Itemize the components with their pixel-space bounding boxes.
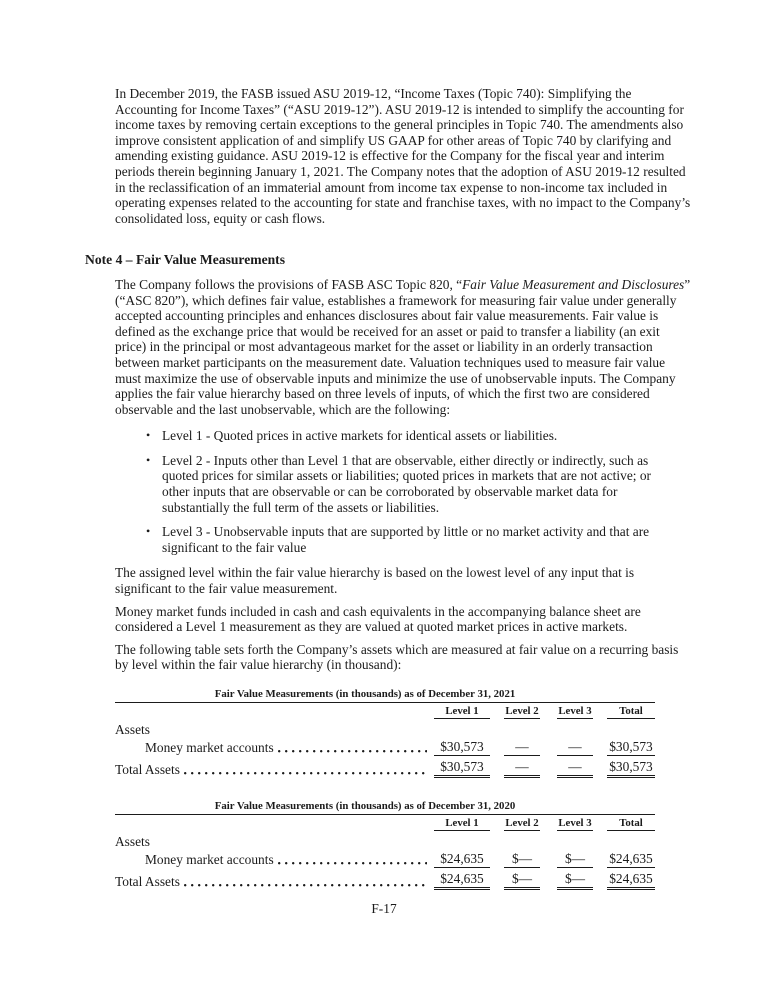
cell-level-2: $—	[504, 871, 540, 890]
row-label: Money market accounts	[145, 740, 274, 756]
dot-leader	[180, 874, 432, 890]
section-label: Assets	[115, 834, 150, 849]
table-row-money-market	[115, 851, 655, 868]
column-header-level-3: Level 3	[558, 705, 592, 717]
table-title-2021: Fair Value Measurements (in thousands) as of December 31, 2021	[214, 688, 516, 700]
table-title-rule	[115, 702, 655, 703]
table-row-total-assets	[115, 759, 655, 778]
row-label-cell	[115, 852, 432, 868]
cell-level-3: $—	[557, 851, 593, 868]
asc820-text-after: ” (“ASC 820”), which defines fair value, establishes a framework for measuring fair value under generally accepted accounting principles and enhances disclosures about fair value measurements. Fair value is defined as the exchange price that would be received for an asset or paid to transfer a liability (an exit price) in the principal or most advantageous market for the asset or liability in an orderly transaction between market participants on the measurement date. Valuation techniques used to measure fair value must maximize the use of observable inputs and minimize the use of unobservable inputs. The Company applies the fair value hierarchy based on three levels of inputs, of which the first two are considered observable and the last unobservable, which are the following:	[115, 276, 691, 417]
column-header-total: Total	[607, 705, 655, 719]
row-label: Total Assets	[115, 874, 180, 890]
cell-level-2: —	[504, 759, 540, 778]
cell-level-2: —	[504, 739, 540, 756]
cell-level-3: $—	[557, 871, 593, 890]
level-2-text: Level 2 - Inputs other than Level 1 that are observable, either directly or indirectly, such as quoted prices for similar assets or liabilities; quoted prices in markets that are not active; or other inputs that are observable or can be corroborated by observable market data for substantially the full term of the assets or liabilities.	[162, 452, 651, 515]
column-header-level-2: Level 2	[505, 817, 539, 829]
cell-level-3: —	[557, 759, 593, 778]
row-label-cell	[115, 740, 432, 756]
list-item-level-2	[145, 453, 680, 515]
cell-total: $24,635	[607, 871, 655, 890]
dot-leader	[274, 852, 432, 868]
cell-level-1: $30,573	[434, 739, 490, 756]
note4-heading: Note 4 – Fair Value Measurements	[85, 252, 285, 268]
row-label: Money market accounts	[145, 852, 274, 868]
table-header-row	[115, 817, 655, 831]
column-header-level-2: Level 2	[505, 705, 539, 717]
row-label-cell	[115, 874, 432, 890]
paragraph-following-table: The following table sets forth the Company’s assets which are measured at fair value on a recurring basis by level within the fair value hierarchy (in thousand):	[115, 641, 679, 673]
cell-total: $30,573	[607, 759, 655, 778]
dot-leader	[180, 762, 432, 778]
cell-level-3: —	[557, 739, 593, 756]
bullet-icon: •	[146, 452, 151, 467]
asc820-italic-title: Fair Value Measurement and Disclosures	[462, 276, 685, 292]
table-row-money-market	[115, 739, 655, 756]
cell-total: $24,635	[607, 851, 655, 868]
table-title-2020: Fair Value Measurements (in thousands) as of December 31, 2020	[214, 800, 516, 812]
bullet-icon: •	[146, 524, 151, 539]
paragraph-asu-2019-12: In December 2019, the FASB issued ASU 2019-12, “Income Taxes (Topic 740): Simplifying the Accounting for Income Taxes” (“ASU 2019-12”). ASU 2019-12 is intended to simplify the accounting for income taxes by removing certain exceptions to the general principles in Topic 740. The amendments also improve consistent application of and simplify US GAAP for other areas of Topic 740 by clarifying and amending existing guidance. ASU 2019-12 is effective for the Company for the fiscal year and interim periods therein beginning January 1, 2021. The Company notes that the adoption of ASU 2019-12 resulted in the reclassification of an immaterial amount from income tax expense to non-income tax included in operating expenses related to the accounting for state and franchise taxes, with no impact to the Company’s consolidated loss, equity or cash flows.	[115, 86, 691, 226]
fair-value-table-2020	[115, 800, 655, 890]
dot-leader	[274, 740, 432, 756]
row-label-cell	[115, 762, 432, 778]
section-label: Assets	[115, 722, 150, 737]
cell-level-1: $24,635	[434, 871, 490, 890]
column-header-total: Total	[607, 817, 655, 831]
paragraph-money-market-funds: Money market funds included in cash and cash equivalents in the accompanying balance sheet are considered a Level 1 measurement as they are valued at quoted market prices in active markets.	[115, 603, 641, 635]
row-label: Total Assets	[115, 762, 180, 778]
column-header-level-3: Level 3	[558, 817, 592, 829]
fair-value-table-2021	[115, 688, 655, 778]
table-title-rule	[115, 814, 655, 815]
list-item-level-3	[145, 524, 680, 555]
cell-level-1: $30,573	[434, 759, 490, 778]
section-row-assets	[115, 722, 655, 737]
cell-level-1: $24,635	[434, 851, 490, 868]
table-row-total-assets	[115, 871, 655, 890]
column-header-level-1: Level 1	[434, 705, 490, 719]
paragraph-asc-820	[115, 277, 692, 417]
column-header-level-1: Level 1	[434, 817, 490, 831]
level-1-text: Level 1 - Quoted prices in active markets for identical assets or liabilities.	[162, 428, 558, 444]
list-item-level-1	[145, 428, 680, 444]
cell-total: $30,573	[607, 739, 655, 756]
bullet-icon: •	[146, 428, 151, 443]
fair-value-level-list	[145, 428, 680, 555]
asc820-text-before: The Company follows the provisions of FASB ASC Topic 820, “	[115, 276, 463, 292]
table-header-row	[115, 705, 655, 719]
level-3-text: Level 3 - Unobservable inputs that are supported by little or no market activity and that are significant to the fair value	[162, 524, 650, 555]
paragraph-assigned-level: The assigned level within the fair value hierarchy is based on the lowest level of any input that is significant to the fair value measurement.	[115, 565, 635, 597]
page-number: F-17	[371, 901, 397, 916]
cell-level-2: $—	[504, 851, 540, 868]
section-row-assets	[115, 834, 655, 849]
